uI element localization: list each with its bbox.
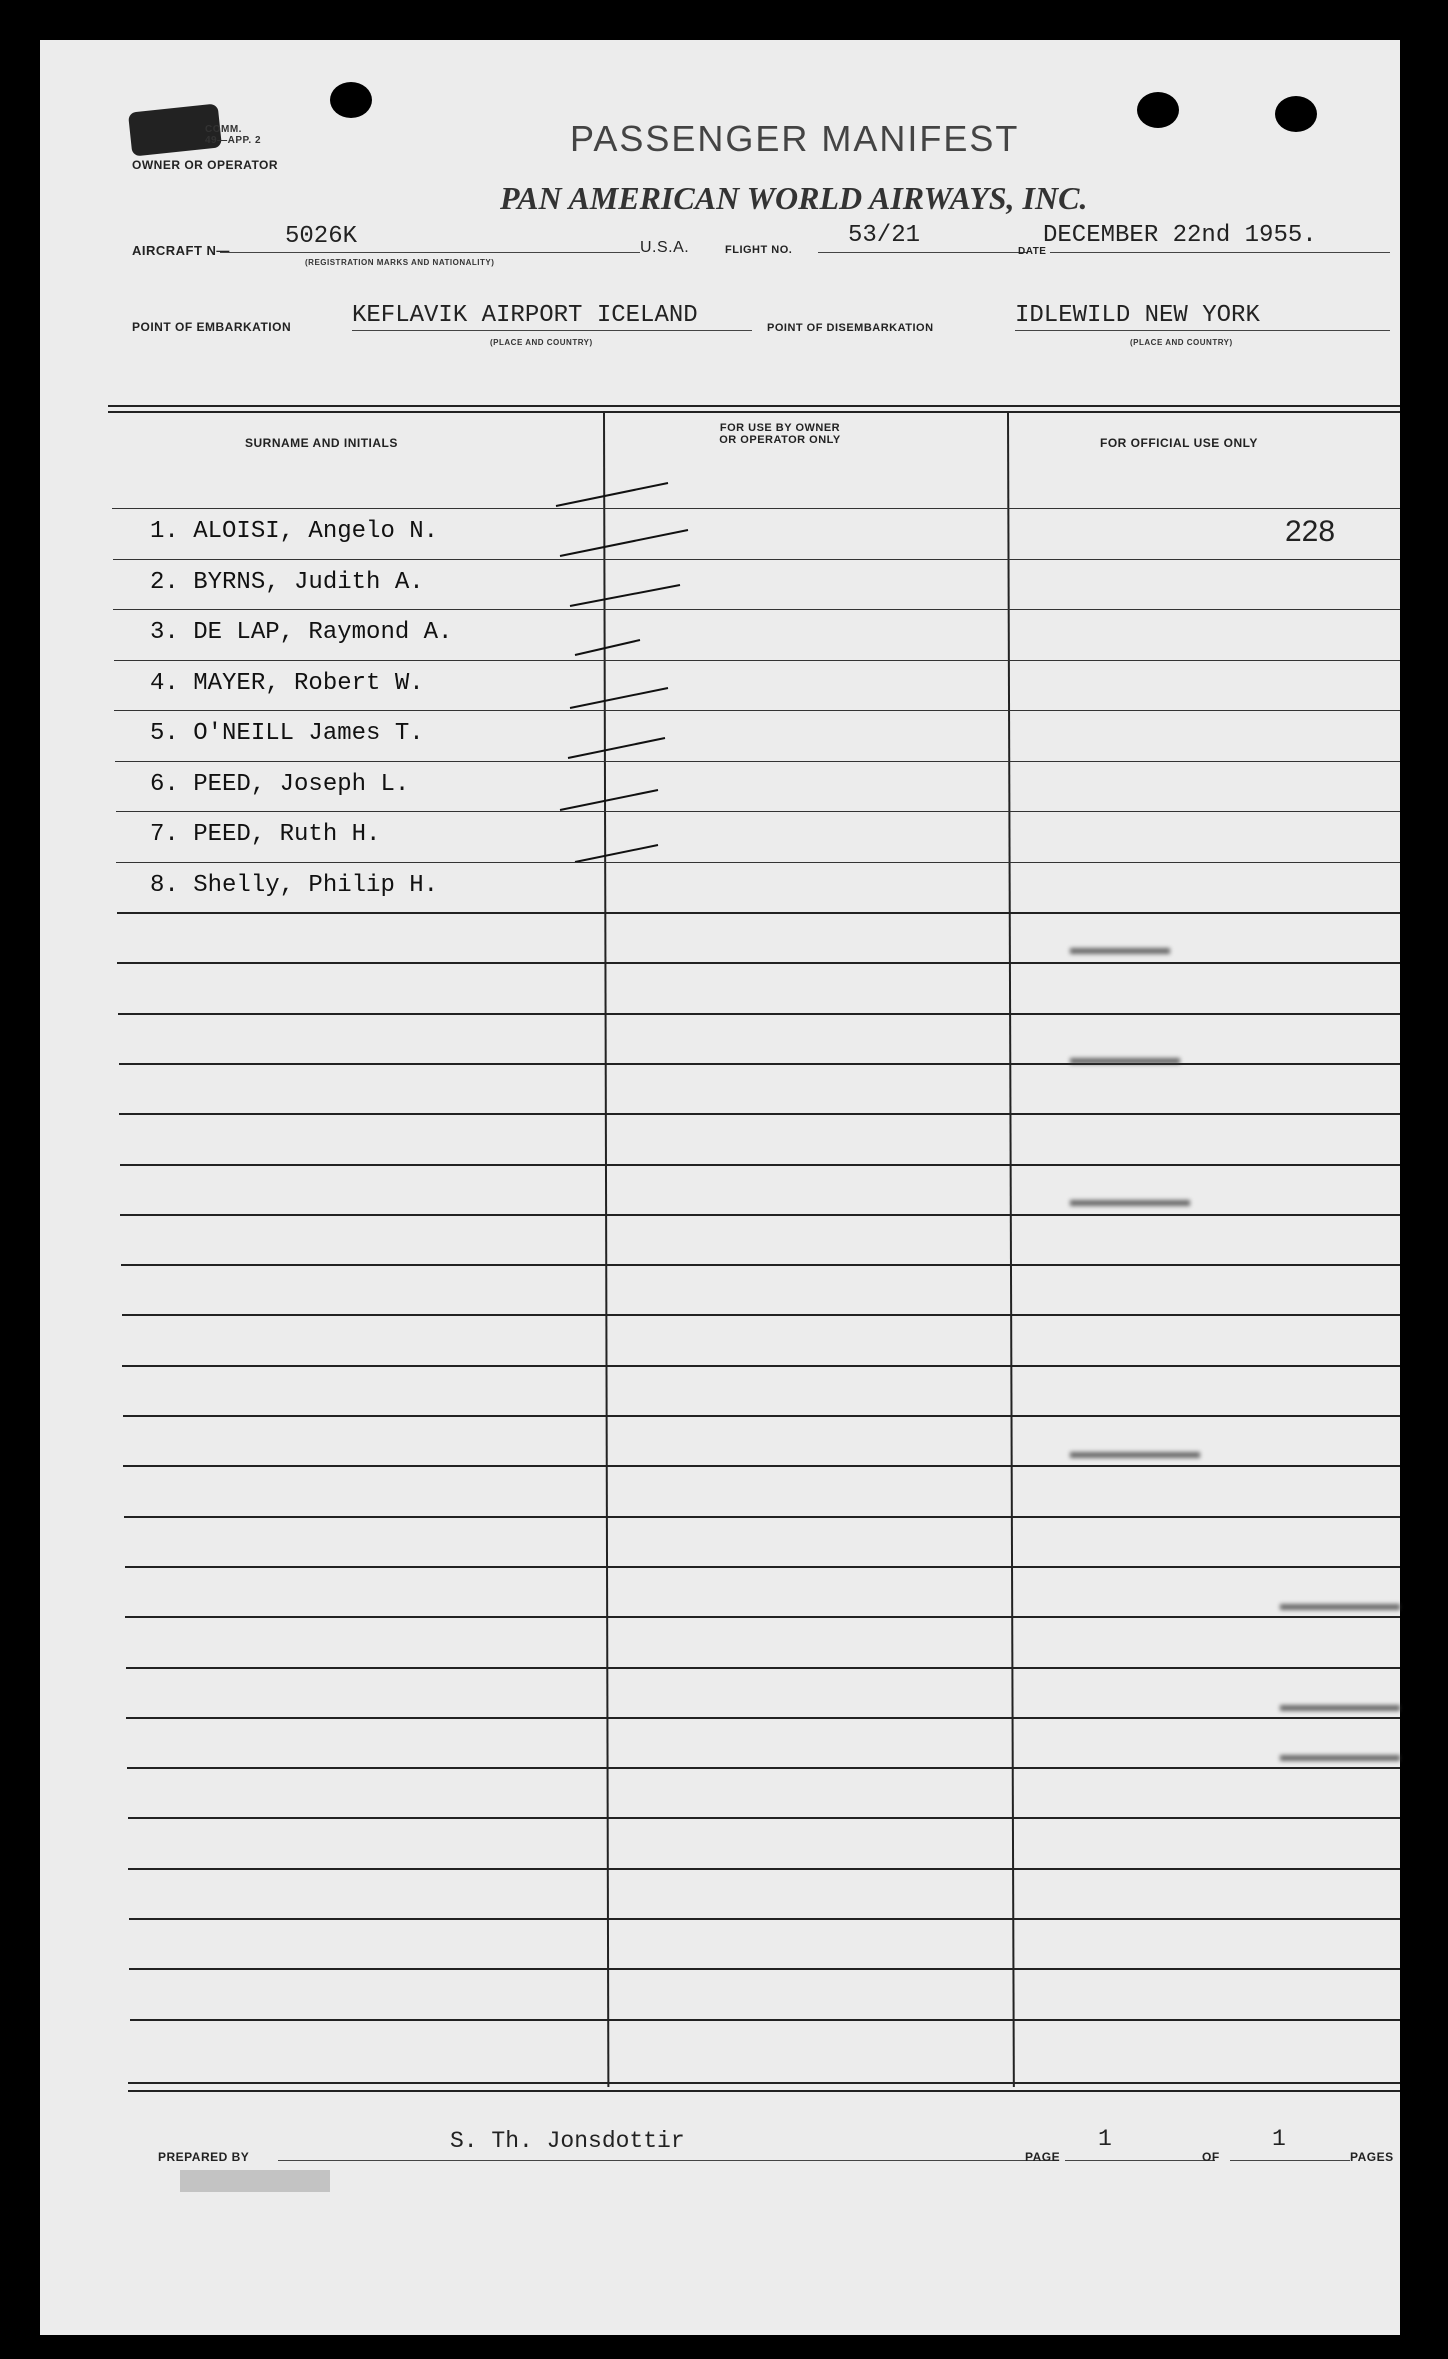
owner-label: OWNER OR OPERATOR <box>132 158 279 172</box>
table-row-line <box>117 912 1400 914</box>
table-row-line <box>120 1164 1400 1166</box>
copy-smudge <box>1280 1755 1400 1761</box>
table-row-line <box>126 1717 1400 1719</box>
check-mark <box>570 585 680 606</box>
page-label: PAGE <box>1025 2150 1061 2164</box>
copy-smudge <box>1280 1604 1400 1610</box>
manifest-sheet <box>40 40 1400 2335</box>
table-row-line <box>120 1214 1400 1216</box>
table-row-line <box>129 1918 1400 1920</box>
passenger-name: 1. ALOISI, Angelo N. <box>150 518 439 545</box>
passenger-name: 4. MAYER, Robert W. <box>150 669 424 697</box>
check-mark <box>570 688 668 708</box>
table-row-line <box>125 1616 1400 1618</box>
table-row-line <box>121 1264 1400 1266</box>
country-label: U.S.A. <box>640 239 690 256</box>
table-row-line <box>115 761 1400 762</box>
page-value: 1 <box>1098 2126 1112 2152</box>
flight-value: 53/21 <box>848 222 921 249</box>
date-value: DECEMBER 22nd 1955. <box>1043 222 1317 249</box>
table-row-line <box>130 2019 1400 2021</box>
office-stamp <box>180 2170 330 2192</box>
disembark-value: IDLEWILD NEW YORK <box>1015 302 1260 329</box>
check-mark <box>560 790 658 810</box>
check-mark <box>568 738 665 758</box>
aircraft-value: 5026K <box>285 223 358 250</box>
copy-smudge <box>1280 1705 1400 1711</box>
page-underline <box>1065 2160 1215 2161</box>
table-row-line <box>124 1516 1400 1518</box>
copy-smudge <box>1070 948 1170 954</box>
of-label: OF <box>1202 2150 1220 2164</box>
table-row-line <box>114 710 1400 711</box>
embark-label: POINT OF EMBARKATION <box>132 320 292 334</box>
table-row-line <box>126 1667 1400 1669</box>
flight-label: FLIGHT NO. <box>725 244 793 256</box>
col-header-owner: FOR USE BY OWNER OR OPERATOR ONLY <box>719 422 841 446</box>
copy-smudge <box>1070 1058 1180 1064</box>
check-mark <box>575 845 658 862</box>
table-bottom-line-2 <box>128 2090 1400 2092</box>
passenger-name: 7. PEED, Ruth H. <box>150 821 381 848</box>
table-row-line <box>122 1314 1400 1316</box>
table-row-line <box>114 660 1400 661</box>
copy-smudge <box>1070 1200 1190 1206</box>
table-row-line <box>122 1365 1400 1367</box>
table-row-line <box>113 559 1400 560</box>
table-row-line <box>128 1868 1400 1870</box>
of-underline <box>1230 2160 1350 2161</box>
check-marks <box>40 40 1400 2335</box>
approval-stamp-text: COMM. 49—APP. 2 <box>205 124 262 146</box>
table-row-line <box>118 1013 1400 1015</box>
prepared-underline <box>278 2160 1058 2161</box>
table-row-line <box>116 811 1400 812</box>
table-row-line <box>116 862 1400 863</box>
table-row-line <box>128 1817 1400 1819</box>
col-header-official: FOR OFFICIAL USE ONLY <box>1100 436 1258 450</box>
passenger-name: 8. Shelly, Philip H. <box>150 871 439 899</box>
pages-label: PAGES <box>1350 2150 1394 2164</box>
table-row-line <box>125 1566 1400 1568</box>
table-row-line <box>129 1968 1400 1970</box>
passenger-name: 3. DE LAP, Raymond A. <box>150 619 453 646</box>
aircraft-label: AIRCRAFT N— <box>132 243 230 258</box>
check-mark <box>556 483 668 506</box>
col-header-names: SURNAME AND INITIALS <box>245 436 398 450</box>
disembark-note: (PLACE AND COUNTRY) <box>1130 338 1233 347</box>
check-mark <box>575 640 640 655</box>
prepared-value: S. Th. Jonsdottir <box>450 2128 685 2154</box>
document-title: PASSENGER MANIFEST <box>570 118 1020 159</box>
disembark-label: POINT OF DISEMBARKATION <box>767 322 934 334</box>
table-row-line <box>123 1465 1400 1467</box>
official-note: 228 <box>1285 515 1336 548</box>
of-value: 1 <box>1272 2126 1286 2152</box>
table-row-line <box>119 1113 1400 1115</box>
table-bottom-line-1 <box>128 2082 1400 2084</box>
table-row-line <box>112 508 1400 509</box>
copy-smudge <box>1070 1452 1200 1458</box>
table-row-line <box>127 1767 1400 1769</box>
embark-note: (PLACE AND COUNTRY) <box>490 338 593 347</box>
date-label: DATE <box>1018 246 1047 257</box>
passenger-name: 6. PEED, Joseph L. <box>150 770 410 798</box>
table-row-line <box>123 1415 1400 1417</box>
table-row-line <box>119 1063 1400 1065</box>
aircraft-note: (REGISTRATION MARKS AND NATIONALITY) <box>305 258 495 267</box>
embark-value: KEFLAVIK AIRPORT ICELAND <box>352 302 698 329</box>
prepared-label: PREPARED BY <box>158 2150 250 2164</box>
check-mark <box>560 530 688 556</box>
table-row-line <box>117 962 1400 964</box>
table-row-line <box>113 609 1400 610</box>
airline-name: PAN AMERICAN WORLD AIRWAYS, INC. <box>500 180 1088 216</box>
passenger-name: 5. O'NEILL James T. <box>150 720 424 747</box>
passenger-name: 2. BYRNS, Judith A. <box>150 568 424 596</box>
